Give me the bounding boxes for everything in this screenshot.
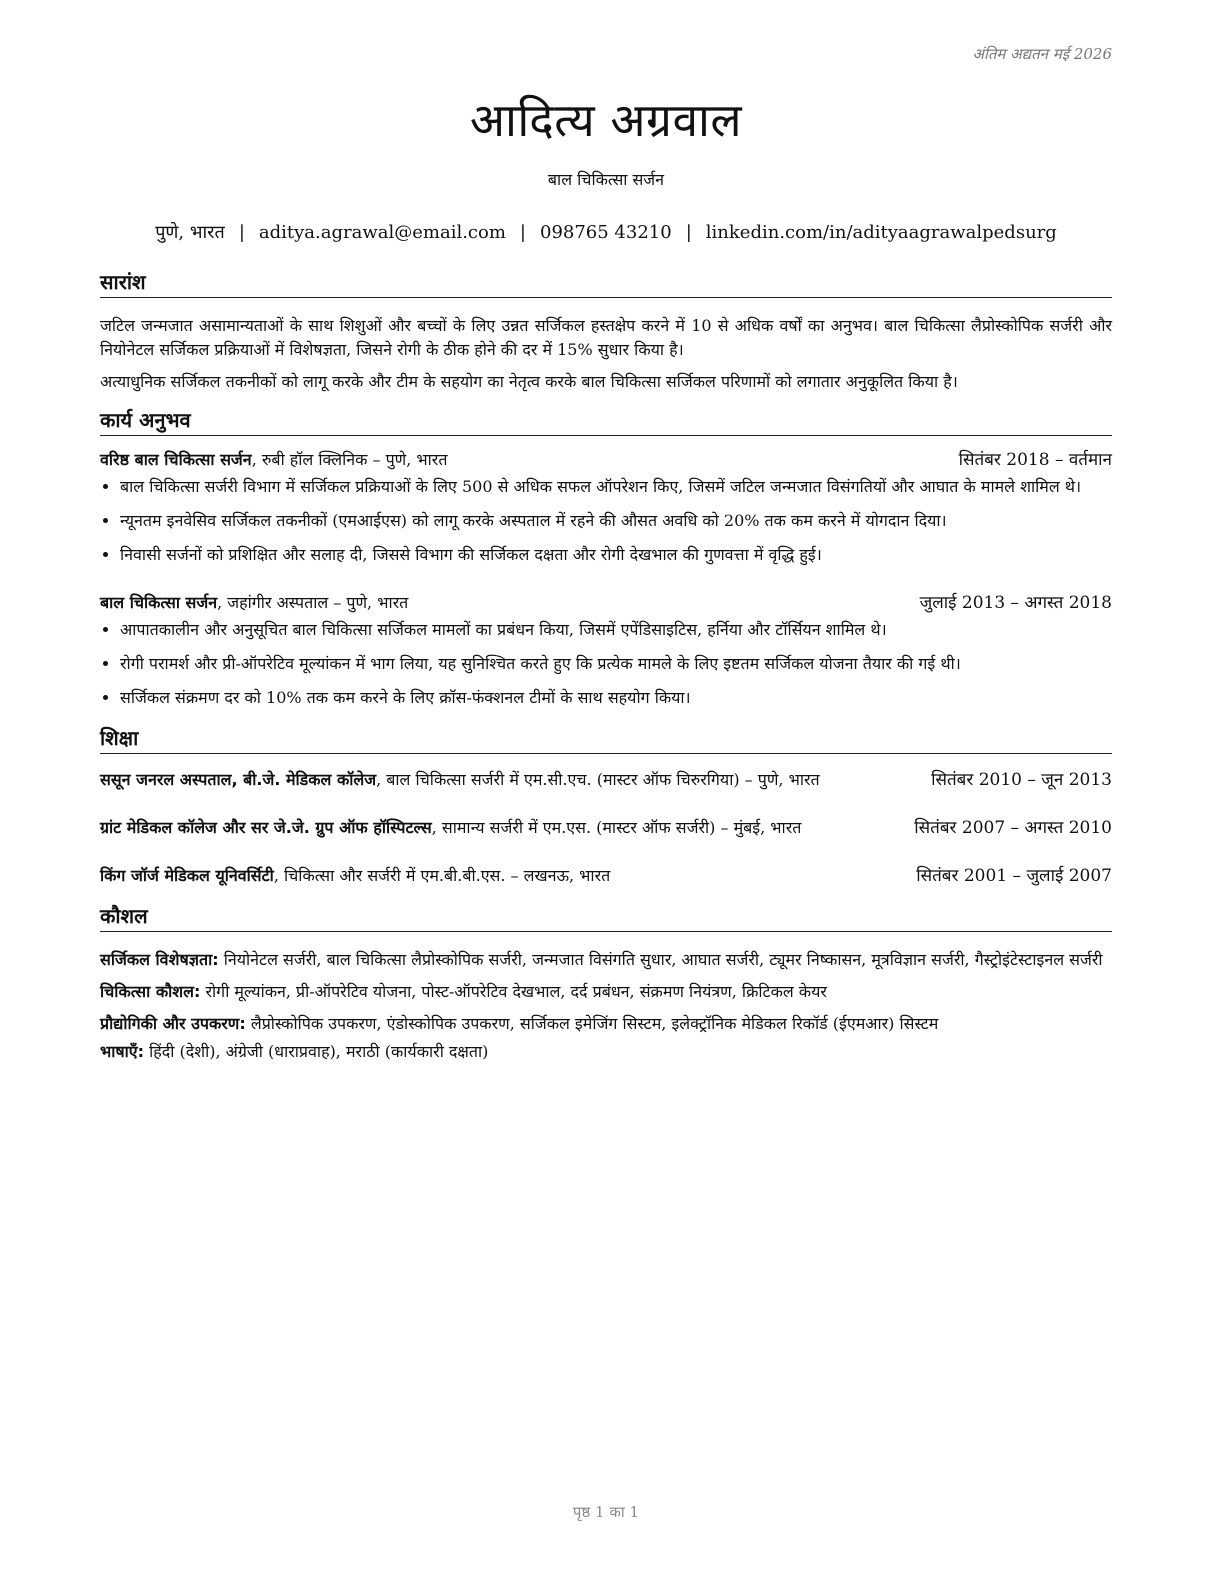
skill-line [100,980,1112,1004]
skill-value: रोगी मूल्यांकन, प्री-ऑपरेटिव योजना, पोस्ट-ऑपरेटिव देखभाल, दर्द प्रबंधन, संक्रमण नियंत्रण, क्रिटिकल केयर [200,982,827,1001]
job-position: बाल चिकित्सा सर्जन [100,593,218,612]
contact-location: पुणे, भारत [155,222,225,243]
contact-line [100,220,1112,244]
job-bullets [100,474,1112,567]
skills-section [100,902,1112,1064]
education-dates: सितंबर 2010 – जून 2013 [931,770,1112,790]
summary-section [100,268,1112,394]
education-institution: ग्रांट मेडिकल कॉलेज और सर जे.जे. ग्रुप ऑफ हॉस्पिटल्स [100,818,432,837]
job-bullet: • निवासी सर्जनों को प्रशिक्षित और सलाह दी, जिससे विभाग की सर्जिकल दक्षता और रोगी देखभाल की गुणवत्ता में वृद्धि हुई। [120,542,1112,567]
skill-value: लैप्रोस्कोपिक उपकरण, एंडोस्कोपिक उपकरण, सर्जिकल इमेजिंग सिस्टम, इलेक्ट्रॉनिक मेडिकल रिकॉर्ड (ईएमआर) सिस्टम [245,1014,939,1033]
contact-separator: | [519,222,526,243]
job-header [100,448,1112,472]
page-number: पृष्ठ 1 का 1 [572,1503,640,1521]
summary-paragraph: जटिल जन्मजात असामान्यताओं के साथ शिशुओं और बच्चों के लिए उन्नत सर्जिकल हस्तक्षेप करने में 10 से अधिक वर्षों का अनुभव। बाल चिकित्सा लैप्रोस्कोपिक सर्जरी और नियोनेटल सर्जिकल प्रक्रियाओं में विशेषज्ञता, जिसने रोगी के ठीक होने की दर में 15% सुधार किया है। [100,316,1112,359]
section-title-skills: कौशल [100,902,1112,932]
education-text [100,768,880,792]
education-text [100,864,880,888]
job-position: वरिष्ठ बाल चिकित्सा सर्जन [100,450,252,469]
section-title-summary: सारांश [100,268,1112,298]
job-bullets [100,617,1112,710]
job-dates: जुलाई 2013 – अगस्त 2018 [919,593,1112,613]
contact-separator: | [685,222,692,243]
job-bullet: • न्यूनतम इनवेसिव सर्जिकल तकनीकों (एमआईएस) को लागू करके अस्पताल में रहने की औसत अवधि को 20% तक कम करने में योगदान दिया। [120,508,1112,533]
skill-line [100,1040,1112,1064]
job-bullet: • बाल चिकित्सा सर्जरी विभाग में सर्जिकल प्रक्रियाओं के लिए 500 से अधिक सफल ऑपरेशन किए, जिसमें जटिल जन्मजात विसंगतियों और आघात के मामले शामिल थे। [120,474,1112,499]
contact-email[interactable]: aditya.agrawal@email.com [258,222,506,243]
job-bullet: • आपातकालीन और अनुसूचित बाल चिकित्सा सर्जिकल मामलों का प्रबंधन किया, जिसमें एपेंडिसाइटिस, हर्निया और टॉर्सियन शामिल थे। [120,617,1112,642]
job-header [100,591,1112,615]
last-updated: अंतिम अद्यतन मई 2026 [972,45,1112,63]
skill-line [100,948,1112,972]
education-detail: , चिकित्सा और सर्जरी में एम.बी.बी.एस. – लखनऊ, भारत [273,866,611,885]
job-title-line [100,448,447,472]
skill-label: भाषाएँ: [100,1042,145,1061]
contact-separator: | [238,222,245,243]
summary-paragraph: अत्याधुनिक सर्जिकल तकनीकों को लागू करके और टीम के सहयोग का नेतृत्व करके बाल चिकित्सा सर्जिकल परिणामों को लगातार अनुकूलित किया है। [100,372,958,391]
education-institution: किंग जॉर्ज मेडिकल यूनिवर्सिटी [100,866,274,885]
candidate-role: बाल चिकित्सा सर्जन [547,170,665,189]
skill-line [100,1012,1112,1036]
education-entry [100,864,1112,888]
education-dates: सितंबर 2001 – जुलाई 2007 [916,866,1112,886]
education-detail: , बाल चिकित्सा सर्जरी में एम.सी.एच. (मास्टर ऑफ चिरुरगिया) – पुणे, भारत [376,770,820,789]
job-title-line [100,591,408,615]
education-entry [100,768,1112,792]
job-bullet: • सर्जिकल संक्रमण दर को 10% तक कम करने के लिए क्रॉस-फंक्शनल टीमों के साथ सहयोग किया। [120,685,1112,710]
job-dates: सितंबर 2018 – वर्तमान [958,450,1112,470]
job-employer: , रुबी हॉल क्लिनिक – पुणे, भारत [251,450,448,469]
education-section [100,724,1112,888]
skill-value: हिंदी (देशी), अंग्रेजी (धाराप्रवाह), मराठी (कार्यकारी दक्षता) [144,1042,489,1061]
skill-value: नियोनेटल सर्जरी, बाल चिकित्सा लैप्रोस्कोपिक सर्जरी, जन्मजात विसंगति सुधार, आघात सर्जरी, ट्यूमर निष्कासन, मूत्रविज्ञान सर्जरी, गैस्ट्रोइंटेस्टाइनल सर्जरी [218,950,1103,969]
contact-linkedin[interactable]: linkedin.com/in/adityaagrawalpedsurg [705,222,1057,243]
experience-section [100,406,1112,710]
education-entry [100,816,1112,840]
education-detail: , सामान्य सर्जरी में एम.एस. (मास्टर ऑफ सर्जरी) – मुंबई, भारत [431,818,802,837]
resume-content [100,268,1112,1064]
skill-label: चिकित्सा कौशल: [100,982,201,1001]
education-text [100,816,880,840]
job-entry [100,591,1112,710]
candidate-name: आदित्य अग्रवाल [469,93,743,147]
skill-label: सर्जिकल विशेषज्ञता: [100,950,219,969]
contact-phone[interactable]: 098765 43210 [540,222,672,243]
section-title-experience: कार्य अनुभव [100,406,1112,436]
education-dates: सितंबर 2007 – अगस्त 2010 [914,818,1112,838]
education-institution: ससून जनरल अस्पताल, बी.जे. मेडिकल कॉलेज [100,770,377,789]
job-bullet: • रोगी परामर्श और प्री-ऑपरेटिव मूल्यांकन में भाग लिया, यह सुनिश्चित करते हुए कि प्रत्येक मामले के लिए इष्टतम सर्जिकल योजना तैयार की गई थी। [120,651,1112,676]
skill-label: प्रौद्योगिकी और उपकरण: [100,1014,246,1033]
section-title-education: शिक्षा [100,724,1112,754]
resume-page [100,0,1112,1584]
job-entry [100,448,1112,567]
job-employer: , जहांगीर अस्पताल – पुणे, भारत [217,593,409,612]
